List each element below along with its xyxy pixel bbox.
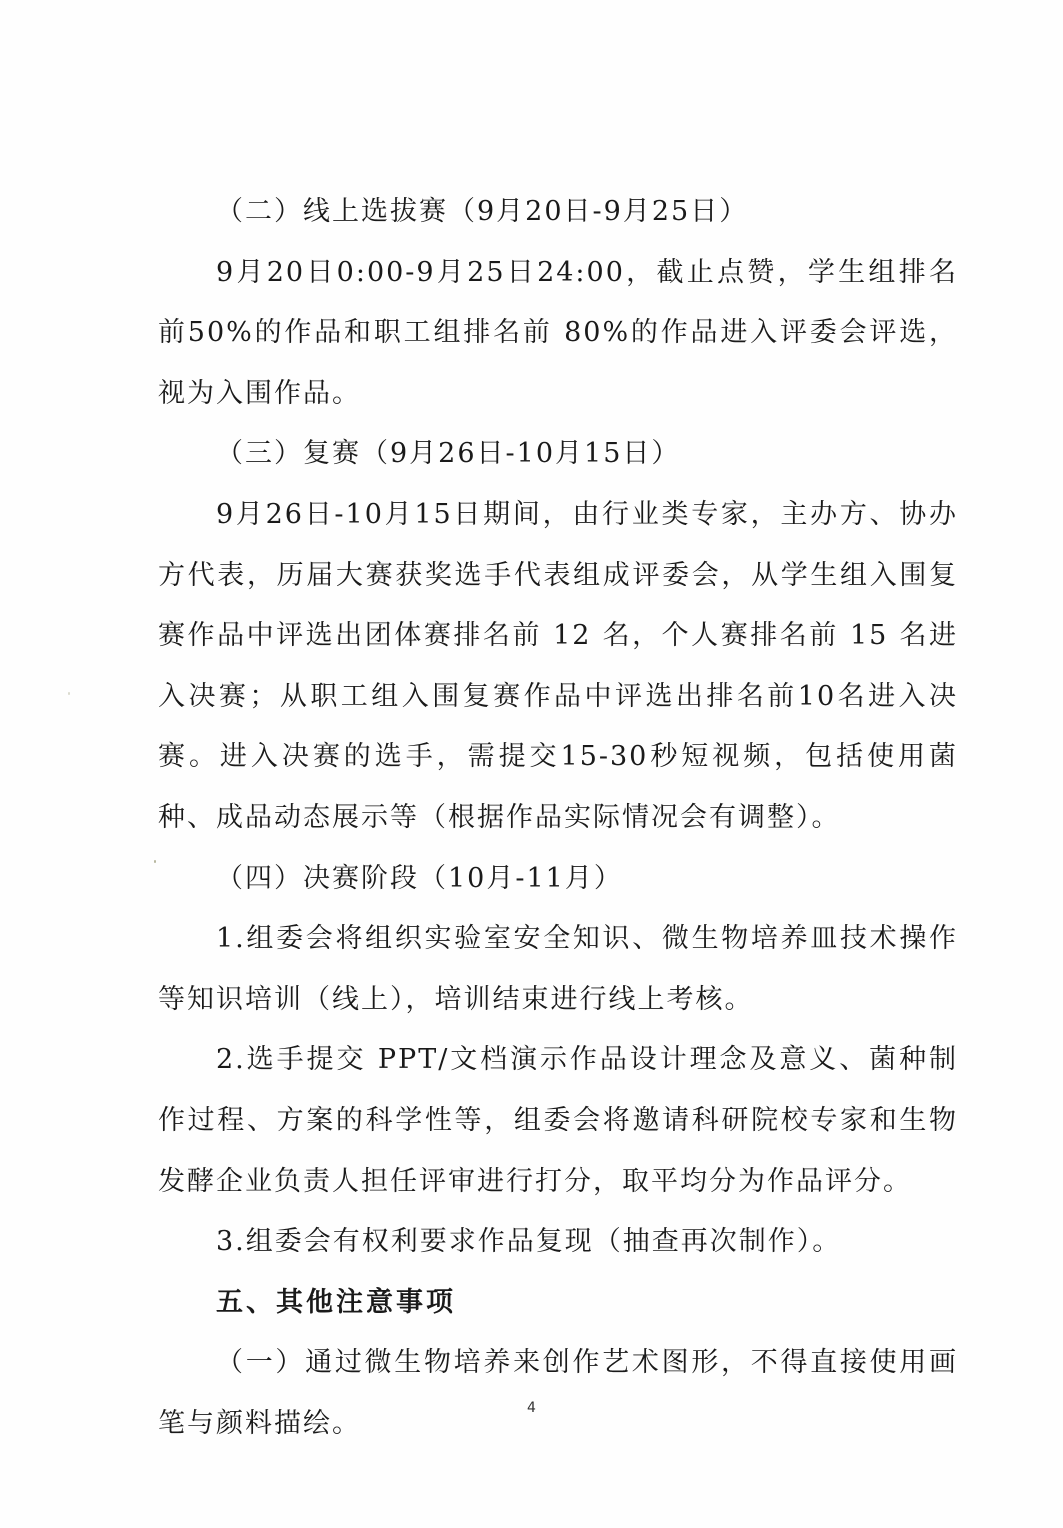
page-number: 4 bbox=[527, 1400, 536, 1416]
paragraph-online-selection-rules: 9月20日0:00-9月25日24:00，截止点赞，学生组排名前50%的作品和职工组排名前 80%的作品进入评委会评选，视为入围作品。 bbox=[158, 256, 958, 409]
subheading-online-selection: （二）线上选拔赛（9月20日-9月25日） bbox=[216, 196, 749, 227]
paragraph-final-submission: 2.选手提交 PPT/文档演示作品设计理念及意义、菌种制作过程、方案的科学性等，组委会将邀请科研院校专家和生物发酵企业负责人担任评审进行打分，取平均分为作品评分。 bbox=[158, 1044, 958, 1197]
paragraph-final-training: 1.组委会将组织实验室安全知识、微生物培养皿技术操作等知识培训（线上），培训结束进行线上考核。 bbox=[158, 923, 958, 1015]
paragraph-semifinal-rules: 9月26日-10月15日期间，由行业类专家，主办方、协办方代表，历届大赛获奖选手代表组成评委会，从学生组入围复赛作品中评选出团体赛排名前 12 名，个人赛排名前 15 名进入决赛；从职工组入围复赛作品中评选出排名前10名进入决赛。进入决赛的选手，需提交15-30秒短视频，包括使用菌种、成品动态展示等（根据作品实际情况会有调整）。 bbox=[158, 498, 958, 833]
document-body bbox=[158, 182, 958, 1454]
subheading-semifinal: （三）复赛（9月26日-10月15日） bbox=[216, 438, 681, 470]
paragraph-note-one: （一）通过微生物培养来创作艺术图形，不得直接使用画笔与颜料描绘。 bbox=[158, 1347, 958, 1439]
scan-speck bbox=[68, 692, 70, 695]
paragraph-final-reproduction: 3.组委会有权利要求作品复现（抽查再次制作）。 bbox=[216, 1226, 842, 1258]
subheading-final-stage: （四）决赛阶段（10月-11月） bbox=[216, 862, 623, 894]
section-heading-other-notes: 五、其他注意事项 bbox=[216, 1286, 456, 1318]
scan-speck bbox=[154, 860, 156, 863]
